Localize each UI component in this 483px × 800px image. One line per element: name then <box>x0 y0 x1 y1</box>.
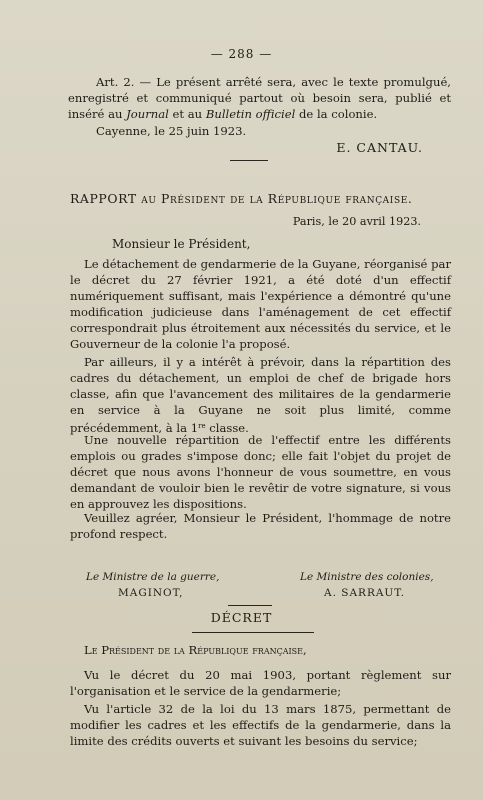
page-number: — 288 — <box>210 47 273 61</box>
article-text-after: de la colonie. <box>295 107 378 121</box>
article-journal: Journal <box>126 107 169 121</box>
signatories <box>70 569 451 603</box>
decret-vu-2 <box>70 701 451 749</box>
rapport-date: Paris, le 20 avril 1923. <box>292 215 421 228</box>
paragraph-2-a: Par ailleurs, il y a intérêt à prévoir, dans la répartition des cadres du détachement, un emploi de chef de brigade hors classe, afin que l'avancement des militaires de la gendarmerie en service à la Guyane ne soit plus limité, comme précédemment, à la 1 <box>70 355 451 435</box>
paragraph-2 <box>70 354 451 436</box>
signature: E. CANTAU. <box>336 140 423 155</box>
article-between: et au <box>168 107 206 121</box>
decret-vu-2-text: Vu l'article 32 de la loi du 13 mars 1875, permettant de modifier les cadres et les effectifs de la gendarmerie, dans la limite des crédits ouverts et suivant les besoins du service; <box>70 702 451 748</box>
rapport-title-a: RAPPORT <box>70 191 137 206</box>
decret-vu-1-text: Vu le décret du 20 mai 1903, portant règlement sur l'organisation et le service de la gendarmerie; <box>70 668 451 698</box>
minister-colonies-name: A. SARRAUT. <box>324 587 406 599</box>
divider <box>192 632 314 633</box>
paragraph-4 <box>70 510 451 542</box>
minister-war-title: Le Ministre de la guerre, <box>86 571 220 583</box>
article-text-before: — Le présent arrêté sera, avec le texte promulgué, enregistré et communiqué partout où besoin sera, publié et inséré au <box>68 75 451 121</box>
divider <box>230 160 268 161</box>
article-label: Art. 2. <box>96 75 135 89</box>
decret-preamble-text: Le Président de la République française, <box>84 643 307 657</box>
decret-vu-1 <box>70 667 451 699</box>
paragraph-2-b: classe. <box>205 421 249 435</box>
article-2 <box>68 74 451 122</box>
rapport-title <box>70 191 453 207</box>
rapport-title-b: au Président de la République française. <box>141 191 413 206</box>
decret-preamble <box>70 642 451 658</box>
decret-title: DÉCRET <box>210 610 273 625</box>
paragraph-4-text: Veuillez agréer, Monsieur le Président, l'hommage de notre profond respect. <box>70 511 451 541</box>
minister-colonies-title: Le Ministre des colonies, <box>300 571 434 583</box>
paragraph-1 <box>70 256 451 352</box>
paragraph-3-text: Une nouvelle répartition de l'effectif entre les différents emplois ou grades s'impose donc; elle fait l'objet du projet de décret que nous avons l'honneur de vous soumettre, en vous demandant de vouloir bien le revêtir de votre signature, si vous en approuvez les dispositions. <box>70 433 451 511</box>
salutation: Monsieur le Président, <box>112 237 251 251</box>
place-date: Cayenne, le 25 juin 1923. <box>96 124 247 138</box>
divider <box>228 605 272 606</box>
paragraph-3 <box>70 432 451 512</box>
paragraph-2-sup: re <box>198 422 206 430</box>
paragraph-1-text: Le détachement de gendarmerie de la Guyane, réorganisé par le décret du 27 février 1921, a été doté d'un effectif numériquement suffisant, mais l'expérience a démontré qu'une modification judicieuse dans l'aménagement de cet effectif correspondrait plus étroitement aux nécessités du service, et le Gouverneur de la colonie l'a proposé. <box>70 257 451 351</box>
minister-war-name: MAGINOT, <box>118 587 184 599</box>
paragraph-2-text <box>70 354 451 436</box>
article-bulletin: Bulletin officiel <box>205 107 296 121</box>
